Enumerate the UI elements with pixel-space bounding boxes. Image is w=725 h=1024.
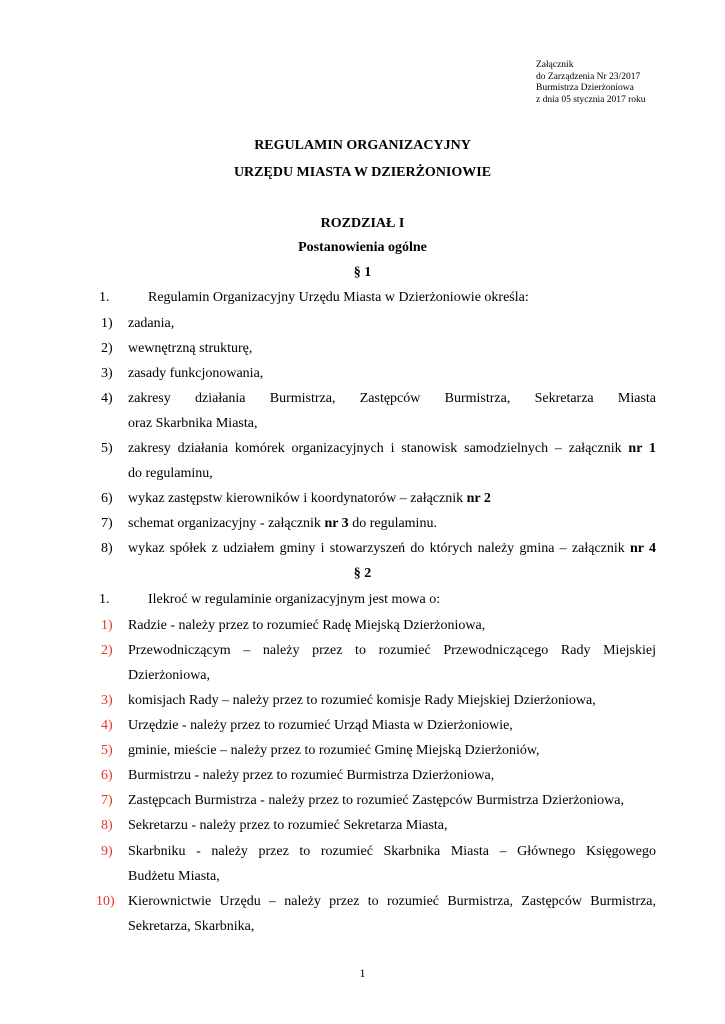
chapter-heading: ROZDZIAŁ I <box>320 216 405 231</box>
document-subtitle: URZĘDU MIASTA W DZIERŻONIOWIE <box>233 165 492 180</box>
item-text: wykaz zastępstw kierowników i koordynatorów – załącznik <box>128 491 467 506</box>
list-number: 4) <box>101 718 113 733</box>
list-item: komisjach Rady – należy przez to rozumieć komisje Rady Miejskiej Dzierżoniowa, <box>128 693 596 708</box>
list-number: 2) <box>101 643 113 658</box>
list-number: 1. <box>99 592 110 607</box>
list-item: wewnętrzną strukturę, <box>128 341 253 356</box>
section-mark: § 1 <box>353 265 372 280</box>
item-text: schemat organizacyjny - załącznik <box>128 516 325 531</box>
list-item: Zastępcach Burmistrza - należy przez to rozumieć Zastępców Burmistrza Dzierżoniowa, <box>128 793 625 808</box>
annex-line: do Zarządzenia Nr 23/2017 <box>536 71 641 82</box>
list-item-continuation: do regulaminu, <box>128 466 213 481</box>
list-item: Sekretarzu - należy przez to rozumieć Sekretarza Miasta, <box>128 818 448 833</box>
list-number: 6) <box>101 491 113 506</box>
list-item: Kierownictwie Urzędu – należy przez to rozumieć Burmistrza, Zastępców Burmistrza, <box>128 894 656 909</box>
list-item: zadania, <box>128 316 175 331</box>
list-item: gminie, mieście – należy przez to rozumieć Gminę Miejską Dzierżoniów, <box>128 743 540 758</box>
annex-ref: nr 4 <box>630 541 656 556</box>
list-number: 3) <box>101 366 113 381</box>
paragraph-text: Regulamin Organizacyjny Urzędu Miasta w Dzierżoniowie określa: <box>148 290 529 305</box>
list-number: 4) <box>101 391 113 406</box>
list-item-continuation: Budżetu Miasta, <box>128 869 220 884</box>
list-number: 10) <box>96 894 115 909</box>
list-number: 1. <box>99 290 110 305</box>
list-number: 5) <box>101 441 113 456</box>
list-number: 7) <box>101 516 113 531</box>
list-item: Burmistrzu - należy przez to rozumieć Burmistrza Dzierżoniowa, <box>128 768 495 783</box>
list-number: 7) <box>101 793 113 808</box>
list-item <box>128 516 656 532</box>
list-number: 1) <box>101 316 113 331</box>
list-item: zasady funkcjonowania, <box>128 366 264 381</box>
list-number: 9) <box>101 844 113 859</box>
list-item-continuation: oraz Skarbnika Miasta, <box>128 416 258 431</box>
chapter-subtitle: Postanowienia ogólne <box>298 240 427 255</box>
list-number: 8) <box>101 818 113 833</box>
section-mark: § 2 <box>353 566 372 581</box>
annex-line: Burmistrza Dzierżoniowa <box>536 83 634 93</box>
list-number: 3) <box>101 693 113 708</box>
annex-line: z dnia 05 stycznia 2017 roku <box>536 94 646 105</box>
document-title: REGULAMIN ORGANIZACYJNY <box>254 138 471 153</box>
list-item-continuation: Sekretarza, Skarbnika, <box>128 919 255 934</box>
annex-note <box>536 60 646 106</box>
list-item-continuation: Dzierżoniowa, <box>128 668 211 683</box>
item-text-after: do regulaminu. <box>348 516 437 531</box>
list-item: zakresy działania Burmistrza, Zastępców Burmistrza, Sekretarza Miasta <box>128 391 656 406</box>
page-number: 1 <box>359 966 366 980</box>
annex-ref: nr 3 <box>324 516 349 531</box>
annex-ref: nr 2 <box>466 491 491 506</box>
item-text: wykaz spółek z udziałem gminy i stowarzyszeń do których należy gmina – załącznik <box>128 541 630 556</box>
list-item: Przewodniczącym – należy przez to rozumieć Przewodniczącego Rady Miejskiej <box>128 643 656 658</box>
list-item <box>128 441 656 457</box>
list-item: Urzędzie - należy przez to rozumieć Urząd Miasta w Dzierżoniowie, <box>128 718 513 733</box>
annex-ref: nr 1 <box>628 441 656 456</box>
list-item: Radzie - należy przez to rozumieć Radę Miejską Dzierżoniowa, <box>128 618 486 633</box>
list-number: 2) <box>101 341 113 356</box>
annex-line: Załącznik <box>536 60 574 70</box>
paragraph-text: Ilekroć w regulaminie organizacyjnym jest mowa o: <box>148 592 441 607</box>
list-item: Skarbniku - należy przez to rozumieć Skarbnika Miasta – Głównego Księgowego <box>128 844 656 859</box>
list-number: 8) <box>101 541 113 556</box>
list-number: 1) <box>101 618 113 633</box>
item-text: zakresy działania komórek organizacyjnych i stanowisk samodzielnych – załącznik <box>128 441 629 456</box>
list-number: 5) <box>101 743 113 758</box>
list-item <box>128 491 656 507</box>
list-number: 6) <box>101 768 113 783</box>
list-item <box>128 541 656 557</box>
